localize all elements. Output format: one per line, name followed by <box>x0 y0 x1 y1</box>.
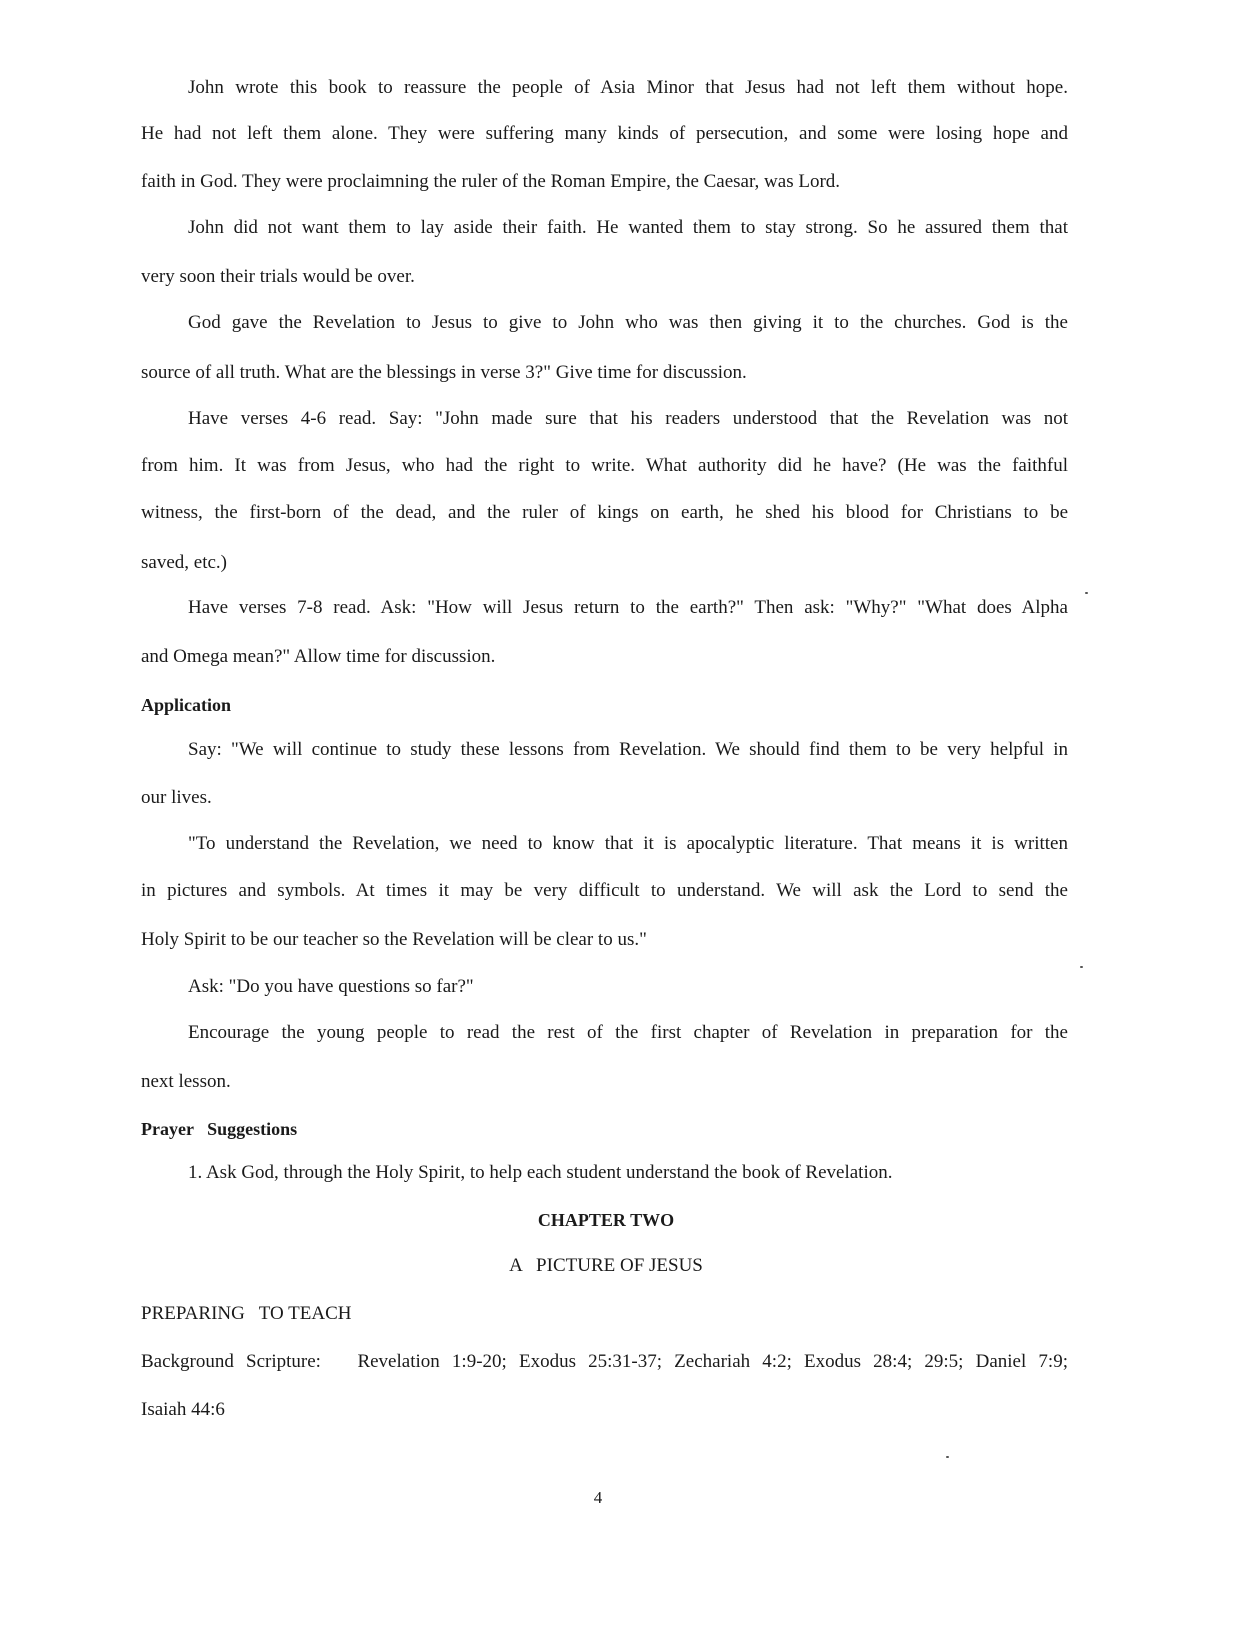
heading-prayer-suggestions: Prayer Suggestions <box>141 1119 298 1139</box>
paragraph-9-line-2: next lesson. <box>141 1071 231 1092</box>
paragraph-1-line-2: He had not left them alone. They were suffering many kinds of persecution, and some were losing hope and <box>141 123 1068 144</box>
paragraph-1-line-3: faith in God. They were proclaimning the ruler of the Roman Empire, the Caesar, was Lord. <box>141 171 841 192</box>
paragraph-5-line-1: Have verses 7-8 read. Ask: "How will Jesus return to the earth?" Then ask: "Why?" "What does Alpha <box>188 597 1068 618</box>
background-scripture-line-1: Background Scripture: Revelation 1:9-20; Exodus 25:31-37; Zechariah 4:2; Exodus 28:4; 29:5; Daniel 7:9; <box>141 1351 1068 1372</box>
paragraph-4-line-4: saved, etc.) <box>141 552 227 573</box>
paragraph-2-line-1: John did not want them to lay aside their faith. He wanted them to stay strong. So he assured them that <box>188 217 1068 238</box>
heading-application: Application <box>141 695 232 715</box>
paragraph-3-line-1: God gave the Revelation to Jesus to give to John who was then giving it to the churches. God is the <box>188 312 1068 333</box>
prayer-item-1: 1. Ask God, through the Holy Spirit, to help each student understand the book of Revelation. <box>188 1162 893 1183</box>
paragraph-8: Ask: "Do you have questions so far?" <box>188 976 474 997</box>
paragraph-7-line-3: Holy Spirit to be our teacher so the Revelation will be clear to us." <box>141 929 647 950</box>
paragraph-3-line-2: source of all truth. What are the blessings in verse 3?" Give time for discussion. <box>141 362 747 383</box>
scan-speck <box>946 1456 949 1458</box>
paragraph-2-line-2: very soon their trials would be over. <box>141 266 415 287</box>
paragraph-7-line-2: in pictures and symbols. At times it may be very difficult to understand. We will ask the Lord to send the <box>141 880 1068 901</box>
paragraph-6-line-1: Say: "We will continue to study these lessons from Revelation. We should find them to be very helpful in <box>188 739 1068 760</box>
scan-speck <box>1080 966 1083 968</box>
heading-preparing-to-teach: PREPARING TO TEACH <box>141 1303 352 1324</box>
background-scripture-line-2: Isaiah 44:6 <box>141 1399 225 1420</box>
scan-speck <box>1085 592 1088 594</box>
chapter-subtitle: A PICTURE OF JESUS <box>509 1255 703 1276</box>
paragraph-1-line-1: John wrote this book to reassure the people of Asia Minor that Jesus had not left them without hope. <box>188 77 1068 98</box>
paragraph-4-line-1: Have verses 4-6 read. Say: "John made sure that his readers understood that the Revelation was not <box>188 408 1068 429</box>
paragraph-9-line-1: Encourage the young people to read the rest of the first chapter of Revelation in preparation for the <box>188 1022 1068 1043</box>
page-number: 4 <box>593 1488 603 1507</box>
paragraph-7-line-1: "To understand the Revelation, we need to know that it is apocalyptic literature. That means it is written <box>188 833 1068 854</box>
paragraph-5-line-2: and Omega mean?" Allow time for discussion. <box>141 646 496 667</box>
paragraph-6-line-2: our lives. <box>141 787 212 808</box>
paragraph-4-line-2: from him. It was from Jesus, who had the right to write. What authority did he have? (He was the faithful <box>141 455 1068 476</box>
paragraph-4-line-3: witness, the first-born of the dead, and the ruler of kings on earth, he shed his blood for Christians to be <box>141 502 1068 523</box>
chapter-title: CHAPTER TWO <box>537 1210 675 1230</box>
